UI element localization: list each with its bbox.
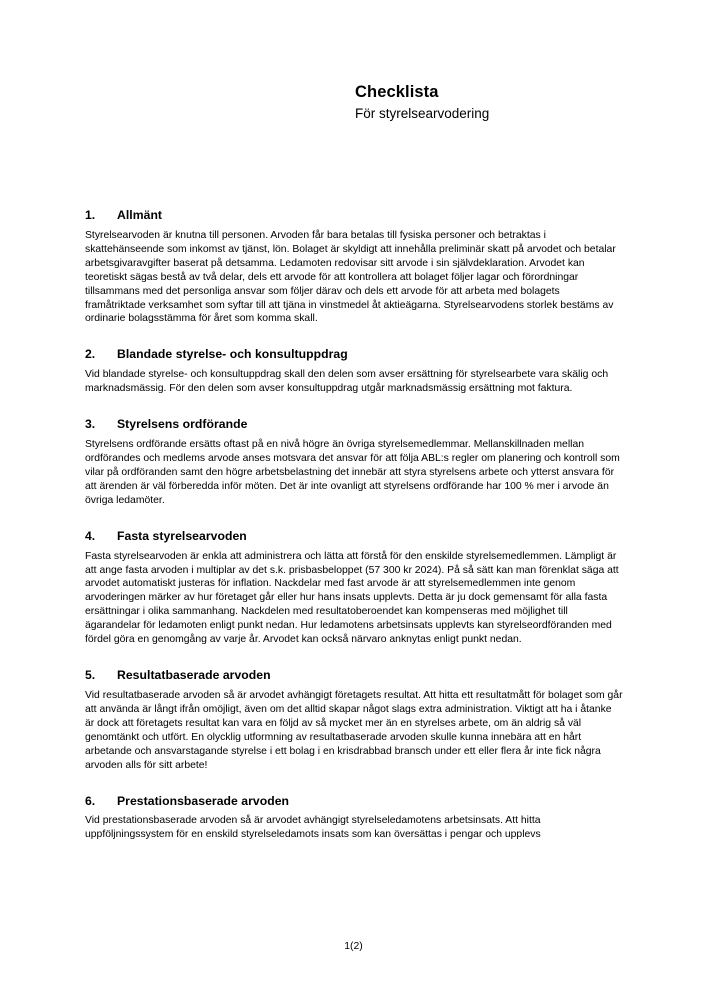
page-number-footer: 1(2) [344,941,363,952]
page-title: Checklista [355,83,439,101]
section-heading [85,794,623,810]
section-fasta-styrelsearvoden [85,529,623,647]
section-blandade-styrelse-och-konsultuppdrag [85,347,623,396]
section-number: 4. [85,528,96,543]
section-title: Prestationsbaserade arvoden [117,793,290,808]
section-heading [85,208,623,224]
section-allmant [85,208,623,326]
section-number: 3. [85,417,96,432]
section-prestationsbaserade-arvoden [85,794,623,843]
section-paragraph: Vid resultatbaserade arvoden så är arvodet avhängigt företagets resultat. Att hitta ett resultatmått för bolaget som går att använda är långt ifrån omöjligt, även om det alltid skapar något slags extra administration. Viktigt att ha i åtanke är dock att företagets resultat kan vara en följd av så mycket mer än en styrelses arbete, om än aldrig så väl genomtänkt och utfört. En olycklig utformning av resultatbaserade arvoden skulle kunna innebära att en hårt arbetande och ansvarstagande styrelse i ett bolag i en krisdrabbad bransch under ett eller flera år inte fick några arvoden alls för sitt arbete! [85,689,623,771]
section-number: 6. [85,793,96,808]
section-number: 1. [85,208,96,222]
section-paragraph: Fasta styrelsearvoden är enkla att administrera och lätta att förstå för den enskilde styrelsemedlemmen. Lämpligt är att ange fasta arvoden i multiplar av det s.k. prisbasbeloppet (57 300 kr 2024). På så sätt kan man förenklat säga att arvodet automatiskt justeras för inflation. Nackdelar med fast arvode är att styrelsemedlemmen inte genom arvoderingen märker av hur företaget går eller hur hans insats upplevts. Detta är ju dock gemensamt för alla fasta ersättningar i olika sammanhang. Nackdelen med resultatoberoendet kan kompenseras med möjlighet till ägarandelar för ledamoten enligt punkt nedan. Hur ledamotens arbetsinsats upplevts kan styrelseordföranden med fördel göra en genomgång av varje år. Arvodet kan också närvaro anknytas enligt punkt nedan. [85,550,619,646]
section-title: Blandade styrelse- och konsultuppdrag [117,347,348,362]
section-paragraph: Vid prestationsbaserade arvoden så är arvodet avhängigt styrelseledamotens arbetsinsats. Att hitta uppföljningssystem för en enskild styrelseledamots insats som kan översättas i pengar och upplevs [85,815,541,841]
section-paragraph: Styrelsearvoden är knutna till personen. Arvoden får bara betalas till fysiska personer och betraktas i skattehänseende som inkomst av tjänst, lön. Bolaget är skyldigt att innehålla preliminär skatt på arvodet och betalar arbetsgivaravgifter baserat på detsamma. Ledamoten redovisar sitt arvode i sin självdeklaration. Arvodet kan teoretiskt sägas bestå av två delar, dels ett arvode för att kontrollera att bolaget följer lagar och förordningar tillsammans med det personliga ansvar som följer därav och dels ett arvode för att arbeta med bolagets framåtriktade verksamhet som syftar till att tjäna in vinstmedel åt aktieägarna. Styrelsearvodens storlek bestäms av ordinarie bolagsstämma för året som komma skall. [85,229,616,325]
section-resultatbaserade-arvoden [85,668,623,772]
section-styrelsens-ordforande [85,417,623,508]
section-title: Allmänt [117,208,163,222]
section-title: Styrelsens ordförande [117,417,248,432]
section-heading [85,529,623,545]
section-number: 5. [85,668,96,683]
section-paragraph: Vid blandade styrelse- och konsultuppdrag skall den delen som avser ersättning för styrelsearbete vara skälig och marknadsmässig. För den delen som avser konsultuppdrag utgår marknadsmässig ersättning mot faktura. [85,369,609,395]
section-title: Resultatbaserade arvoden [117,668,271,683]
section-title: Fasta styrelsearvoden [117,528,247,543]
section-heading [85,347,623,363]
page-subtitle: För styrelsearvodering [355,105,490,121]
section-heading [85,668,623,684]
document-body [85,208,623,842]
section-paragraph: Styrelsens ordförande ersätts oftast på en nivå högre än övriga styrelsemedlemmar. Mellanskillnaden mellan ordförandes och medlems arvode anses motsvara det ansvar för att följa ABL:s regler om planering och kontroll som vilar på ordföranden samt den högre arbetsbelastning det innebär att styra styrelsens arbete och ytterst ansvara för att ärenden är väl förberedda inför möten. Det är inte ovanligt att styrelsens ordförande har 100 % mer i arvode än övriga ledamöter. [85,439,620,506]
section-number: 2. [85,347,96,362]
document-title-block [355,82,655,122]
section-heading [85,417,623,433]
